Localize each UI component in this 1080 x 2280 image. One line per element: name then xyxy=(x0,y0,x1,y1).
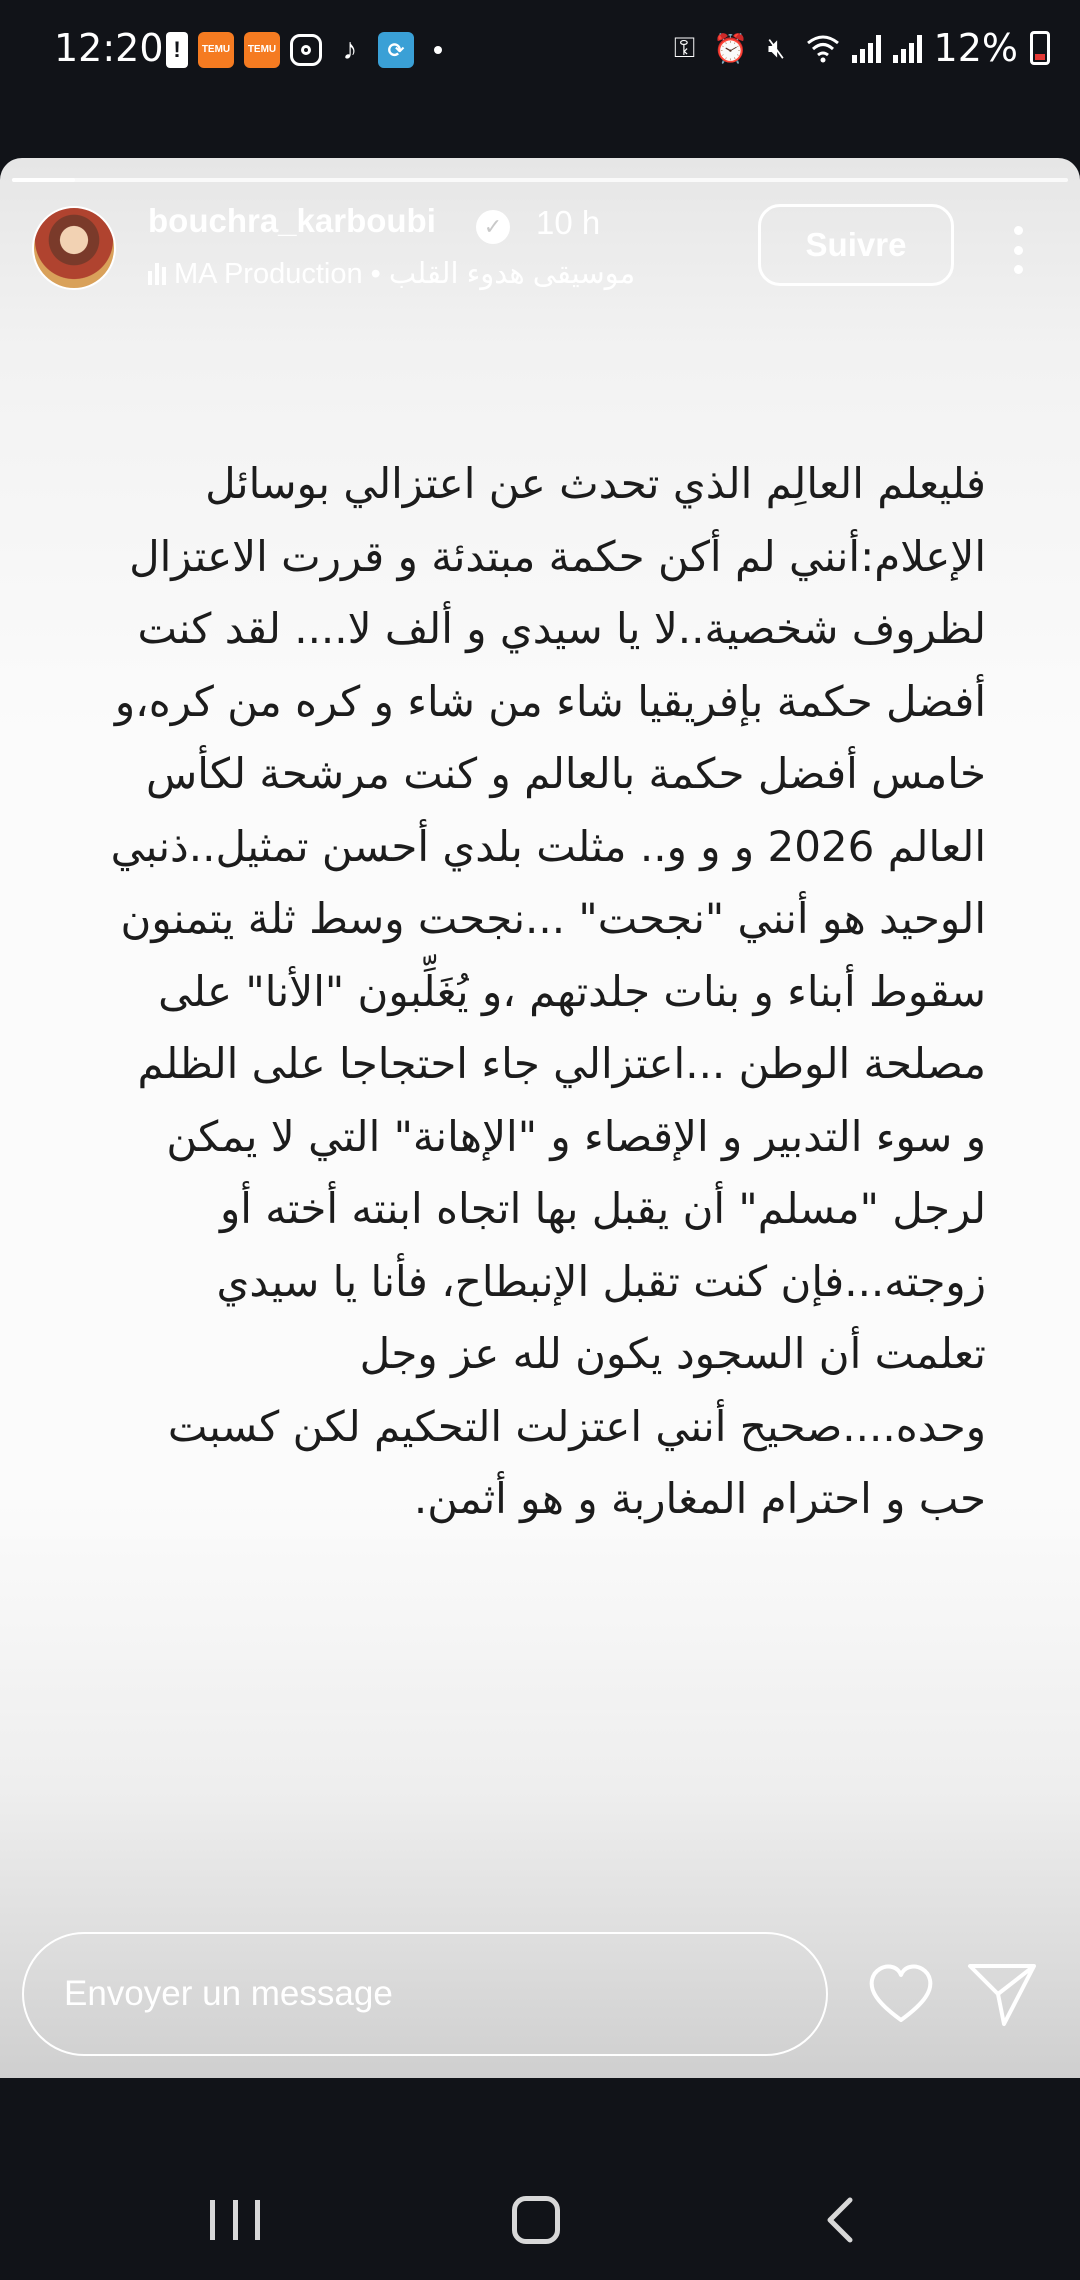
temu-icon xyxy=(198,32,234,68)
heart-icon[interactable] xyxy=(866,1962,936,2026)
follow-button[interactable]: Suivre xyxy=(758,204,954,286)
status-bar xyxy=(0,0,1080,100)
notification-icons xyxy=(166,32,442,68)
battery-icon xyxy=(1030,31,1050,65)
reply-bar xyxy=(0,1932,1080,2078)
alarm-icon: ⏰ xyxy=(713,32,748,64)
avatar[interactable] xyxy=(32,206,116,290)
more-options-icon[interactable] xyxy=(1000,220,1036,280)
story-text: فليعلم العالِم الذي تحدث عن اعتزالي بوسائل الإعلام:أنني لم أكن حكمة مبتدئة و قررت الاعتزال لظروف شخصية..لا يا سيدي و ألف لا.... لقد كنت أفضل حكمة بإفريقيا شاء من شاء و كره من كره،و خامس أفضل حكمة بالعالم و كنت مرشحة لكأس العالم 2026 و و و.. مثلت بلدي أحسن تمثيل..ذنبي الوحيد هو أنني "نجحت" ...نجحت وسط ثلة يتمنون سقوط أبناء و بنات جلدتهم ،و يُغَلِّبون "الأنا" على مصلحة الوطن ...اعتزالي جاء احتجاجا على الظلم و سوء التدبير و الإقصاء و "الإهانة" التي لا يمكن لرجل "مسلم" أن يقبل بها اتجاه ابنته أخته أو زوجته...فإن كنت تقبل الإنبطاح، فأنا يا سيدي تعلمت أن السجود يكون لله عز وجل وحده....صحيح أنني اعتزلت التحكيم لكن كسبت حب و احترام المغاربة و هو أثمن. xyxy=(110,459,986,1523)
system-icons xyxy=(668,26,1050,70)
temu-icon xyxy=(244,32,280,68)
app-icon: ⟳ xyxy=(378,32,414,68)
alert-icon: ! xyxy=(166,32,188,68)
music-attribution[interactable] xyxy=(148,256,635,291)
temu-label: TEMU xyxy=(201,44,231,55)
vault-icon: ⚿ xyxy=(673,31,696,63)
story-viewer[interactable] xyxy=(0,158,1080,2078)
wifi-icon xyxy=(806,31,840,65)
home-icon[interactable] xyxy=(512,2196,560,2244)
dot-icon xyxy=(434,46,442,54)
username[interactable]: bouchra_karboubi xyxy=(148,202,436,239)
send-icon[interactable] xyxy=(966,1960,1038,2028)
time-ago: 10 h xyxy=(536,204,601,241)
story-progress-fill xyxy=(12,178,75,182)
recent-apps-icon[interactable] xyxy=(210,2200,260,2240)
verified-badge-icon: ✓ xyxy=(476,210,510,244)
status-time: 12:20 xyxy=(54,26,164,70)
signal-icon xyxy=(852,33,881,63)
signal-icon xyxy=(893,33,922,63)
music-label[interactable]: MA Production • موسيقى هدوء القلب xyxy=(174,258,636,290)
tiktok-icon: ♪ xyxy=(342,33,358,66)
music-bars-icon xyxy=(148,263,166,285)
mute-icon: 🔇︎ xyxy=(767,31,786,63)
story-progress-bar xyxy=(12,178,1068,182)
message-input[interactable] xyxy=(22,1932,828,2056)
temu-label: TEMU xyxy=(247,44,277,55)
instagram-icon xyxy=(290,34,322,66)
back-icon[interactable] xyxy=(820,2196,860,2244)
battery-percent: 12% xyxy=(933,26,1018,70)
